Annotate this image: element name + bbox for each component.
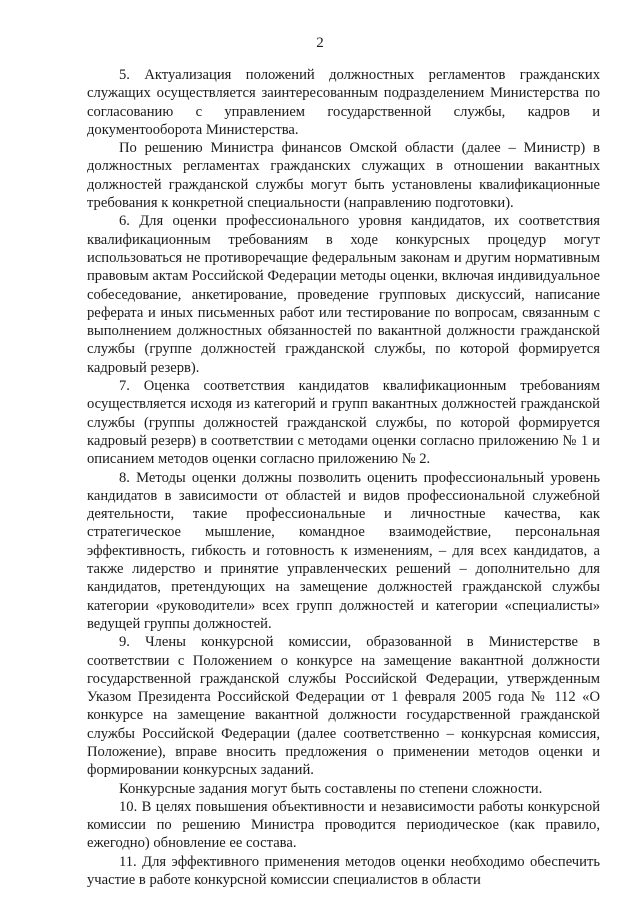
paragraph-8: 8. Методы оценки должны позволить оценить профессиональный уровень кандидатов в зависимости от областей и видов профессиональной служебной деятельности, такие профессиональные и личностные качества, как стратегическое мышление, командное взаимодействие, персональная эффективность, гибкость и готовность к изменениям, – для всех кандидатов, а также лидерство и принятие управленческих решений – дополнительно для кандидатов, претендующих на замещение должностей гражданской службы категории «руководители» всех групп должностей и категории «специалисты» ведущей группы должностей. [87,469,600,632]
paragraph-9-tasks: Конкурсные задания могут быть составлены по степени сложности. [119,780,543,797]
paragraph-5: 5. Актуализация положений должностных регламентов гражданских служащих осуществляется заинтересованным подразделением Министерства по согласованию с управлением государственной службы, кадров и документооборота Министерства. [87,67,600,138]
paragraph-10: 10. В целях повышения объективности и независимости работы конкурсной комиссии по решению Министра проводится периодическое (как правило, ежегодно) обновление ее состава. [87,798,600,852]
paragraph-11: 11. Для эффективного применения методов оценки необходимо обеспечить участие в работе конкурсной комиссии специалистов в области [87,853,600,889]
document-body [87,66,600,889]
paragraph-6: 6. Для оценки профессионального уровня кандидатов, их соответствия квалификационным требованиям в ходе конкурсных процедур могут использоваться не противоречащие федеральным законам и другим нормативным правовым актам Российской Федерации методы оценки, включая индивидуальное собеседование, анкетирование, проведение групповых дискуссий, написание реферата и иных письменных работ или тестирование по вопросам, связанным с выполнением должностных обязанностей по вакантной должности гражданской службы (группе должностей гражданской службы, по которой формируется кадровый резерв). [87,213,600,376]
paragraph-5-minister-decision: По решению Министра финансов Омской области (далее – Министр) в должностных регламентах гражданских служащих в отношении вакантных должностей гражданской службы могут быть установлены квалификационные требования к конкретной специальности (направлению подготовки). [87,140,600,212]
page-number: 2 [316,35,324,51]
paragraph-9: 9. Члены конкурсной комиссии, образованной в Министерстве в соответствии с Положением о конкурсе на замещение вакантной должности государственной гражданской службы Российской Федерации, утвержденным Указом Президента Российской Федерации от 1 февраля 2005 года № 112 «О конкурсе на замещение вакантной должности государственной гражданской службы Российской Федерации (далее соответственно – конкурсная комиссия, Положение), вправе вносить предложения о применении методов оценки и формировании конкурсных заданий. [87,634,600,779]
paragraph-7: 7. Оценка соответствия кандидатов квалификационным требованиям осуществляется исходя из категорий и групп вакантных должностей гражданской службы (группы должностей гражданской службы, по которой формируется кадровый резерв) в соответствии с методами оценки согласно приложению № 1 и описанием методов оценки согласно приложению № 2. [87,378,600,468]
